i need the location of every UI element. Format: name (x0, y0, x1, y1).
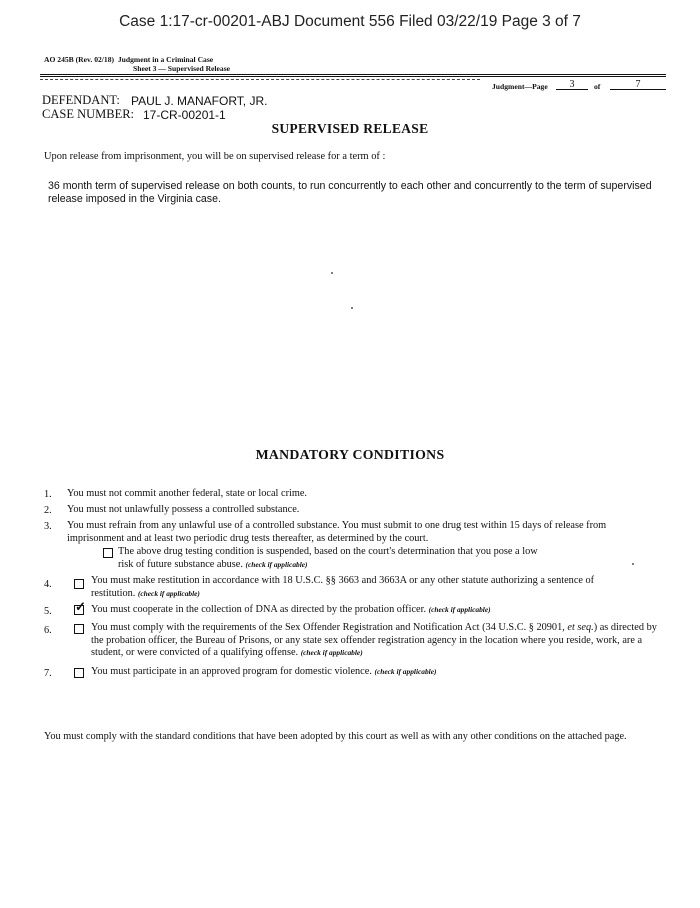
sex-offender-registration-checkbox[interactable] (74, 624, 84, 634)
checkmark-icon: ✓ (75, 599, 86, 614)
drug-test-suspended-checkbox[interactable] (103, 548, 113, 558)
dna-collection-checkbox[interactable] (74, 599, 86, 615)
scan-speck (351, 307, 353, 309)
condition-number: 1. (44, 489, 52, 500)
condition-text-part-a: You must comply with the requirements of the Sex Offender Registration and Notification Act (34 U.S.C. § 20901, (91, 622, 565, 633)
form-number (44, 55, 213, 64)
form-title: Judgment in a Criminal Case (117, 55, 214, 64)
condition-text-body: You must make restitution in accordance with 18 U.S.C. §§ 3663 and 3663A or any other statute authorizing a sentence of restitution. (91, 575, 595, 599)
check-if-applicable: (check if applicable) (300, 648, 363, 657)
condition-text (91, 622, 657, 660)
header-rule-thin (40, 76, 666, 77)
case-header: Case 1:17-cr-00201-ABJ Document 556 Filed 03/22/19 Page 3 of 7 (119, 13, 581, 30)
condition-text-body: You must participate in an approved program for domestic violence. (91, 666, 372, 677)
check-if-applicable: (check if applicable) (428, 605, 491, 614)
supervised-release-title: SUPERVISED RELEASE (271, 121, 429, 136)
case-number-label: CASE NUMBER: (42, 107, 135, 121)
condition-text: You must not commit another federal, state or local crime. (67, 488, 308, 499)
condition-number: 7. (44, 668, 52, 679)
judgment-page-line (492, 82, 548, 91)
condition-text-part-b: ) as directed by the probation officer, the Bureau of Prisons, or any state sex offender registration agency in the location where you reside, work, are a student, or were convicted of a qualifying offense. (91, 622, 657, 658)
defendant-label: DEFENDANT: (42, 93, 120, 107)
defendant-name: PAUL J. MANAFORT, JR. (131, 94, 268, 108)
condition-subitem-text: The above drug testing condition is suspended, based on the court's determination that you pose a low risk of future substance abuse. (118, 546, 538, 570)
check-if-applicable: (check if applicable) (374, 667, 437, 676)
condition-number: 4. (44, 579, 52, 590)
condition-text: You must refrain from any unlawful use of a controlled substance. You must submit to one drug test within 15 days of release from imprisonment and at least two periodic drug tests thereafter, as determined by the court. (67, 520, 607, 544)
standard-conditions-note: You must comply with the standard conditions that have been adopted by this court as well as with any other conditions on the attached page. (44, 731, 627, 742)
judgment-total-pages: 7 (610, 80, 666, 90)
mandatory-conditions-title: MANDATORY CONDITIONS (255, 447, 445, 462)
scan-speck (331, 272, 333, 274)
header-rule (40, 74, 666, 75)
form-number-text: AO 245B (Rev. 02/18) (44, 55, 115, 64)
condition-text (91, 604, 661, 617)
condition-subitem (118, 546, 538, 571)
condition-number: 3. (44, 521, 52, 532)
check-if-applicable: (check if applicable) (245, 559, 308, 569)
condition-text (91, 666, 661, 679)
condition-text-italic: et seq. (567, 622, 594, 633)
domestic-violence-program-checkbox[interactable] (74, 668, 84, 678)
case-number-value: 17-CR-00201-1 (143, 108, 226, 122)
judgment-page-number: 3 (556, 80, 588, 90)
condition-number: 2. (44, 505, 52, 516)
condition-text: You must not unlawfully possess a controlled substance. (67, 504, 300, 515)
restitution-checkbox[interactable] (74, 579, 84, 589)
scan-speck (632, 563, 634, 565)
condition-number: 6. (44, 625, 52, 636)
header-dash-rule (40, 79, 480, 80)
condition-number: 5. (44, 606, 52, 617)
condition-text (91, 575, 641, 600)
judgment-of-label: of (594, 82, 601, 91)
supervised-release-term: 36 month term of supervised release on both counts, to run concurrently to each other and concurrently to the term of supervised release imposed in the Virginia case. (48, 180, 652, 205)
check-if-applicable: (check if applicable) (137, 588, 200, 598)
judgment-page-label: Judgment—Page (492, 82, 548, 91)
form-sheet: Sheet 3 — Supervised Release (133, 64, 231, 73)
supervised-release-intro: Upon release from imprisonment, you will be on supervised release for a term of : (44, 151, 386, 162)
condition-text-body: You must cooperate in the collection of DNA as directed by the probation officer. (91, 604, 427, 615)
